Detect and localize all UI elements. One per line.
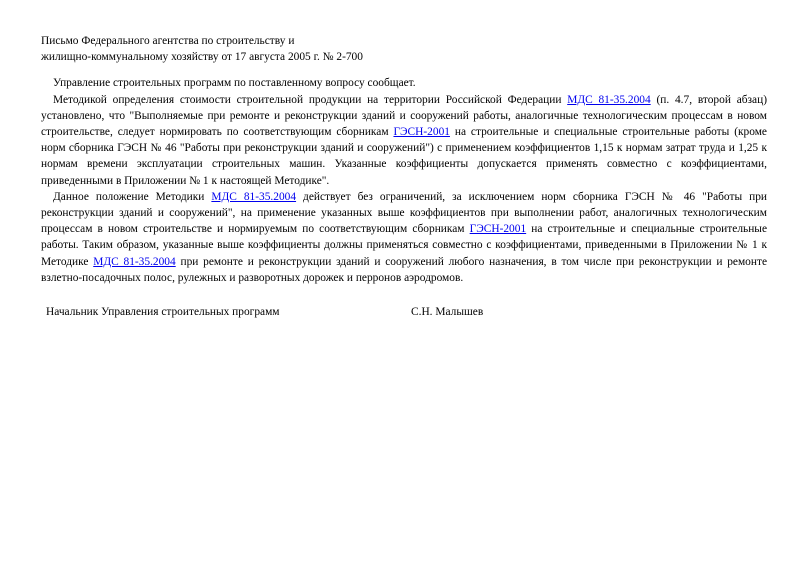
- paragraph-intro: Управление строительных программ по поставленному вопросу сообщает.: [53, 77, 416, 90]
- paragraph-methodology: [41, 92, 767, 189]
- paragraph-text: на строительные и специальные строительные работы. Таким образом, указанные выше коэффициенты должны применяться совместно с коэффициентами, приведенными в Приложении № 1 к Методике: [41, 223, 767, 268]
- paragraph-text: Методикой определения стоимости строительной продукции на территории Российской Федерации: [53, 93, 568, 106]
- paragraph-text: действует без ограничений, за исключением норм сборника ГЭСН № 46 "Работы при реконструкции зданий и сооружений", на применение указанных выше коэффициентов при выполнении работ, аналогичных технологическим процессам в новом строительстве и нормируемым по соответствующим сборникам: [41, 190, 767, 236]
- link-mds-81-35-2004[interactable]: МДС 81-35.2004: [211, 190, 297, 203]
- link-gesn-2001[interactable]: ГЭСН-2001: [393, 126, 450, 139]
- letter-header: [41, 33, 767, 65]
- header-line-1: Письмо Федерального агентства по строительству и: [41, 35, 295, 47]
- link-mds-81-35-2004[interactable]: МДС 81-35.2004: [93, 255, 176, 268]
- signatory-name: С.Н. Малышев: [411, 306, 484, 319]
- paragraph-text: при ремонте и реконструкции зданий и сооружений любого назначения, в том числе при реконструкции и ремонте взлетно-посадочных полос, рулежных и разворотных дорожек и перронов аэродромов.: [41, 255, 768, 284]
- document-page: [41, 33, 767, 322]
- paragraph-text: на строительные и специальные строительные работы (кроме норм сборника ГЭСН № 46 "Работы при реконструкции зданий и сооружений") с применением коэффициентов 1,15 к нормам затрат труда и 1,25 к нормам времени эксплуатации строительных машин. Указанные коэффициенты допускается применять совместно с коэффициентами, приведенными в Приложении № 1 к настоящей Методике".: [41, 126, 767, 187]
- paragraph-text: (п. 4.7, второй абзац) установлено, что "Выполняемые при ремонте и реконструкции зданий и сооружений работы, аналогичные технологическим процессам в новом строительстве, следует нормировать по соответствующим сборникам: [41, 93, 767, 139]
- link-mds-81-35-2004[interactable]: МДС 81-35.2004: [567, 93, 651, 106]
- paragraph-text: Данное положение Методики: [53, 190, 212, 203]
- link-gesn-2001[interactable]: ГЭСН-2001: [469, 223, 527, 236]
- signatory-position: Начальник Управления строительных программ: [46, 306, 280, 319]
- header-line-2: жилищно-коммунальному хозяйству от 17 августа 2005 г. № 2-700: [41, 51, 363, 64]
- paragraph-provision: [41, 189, 767, 286]
- signature-block: [41, 304, 767, 322]
